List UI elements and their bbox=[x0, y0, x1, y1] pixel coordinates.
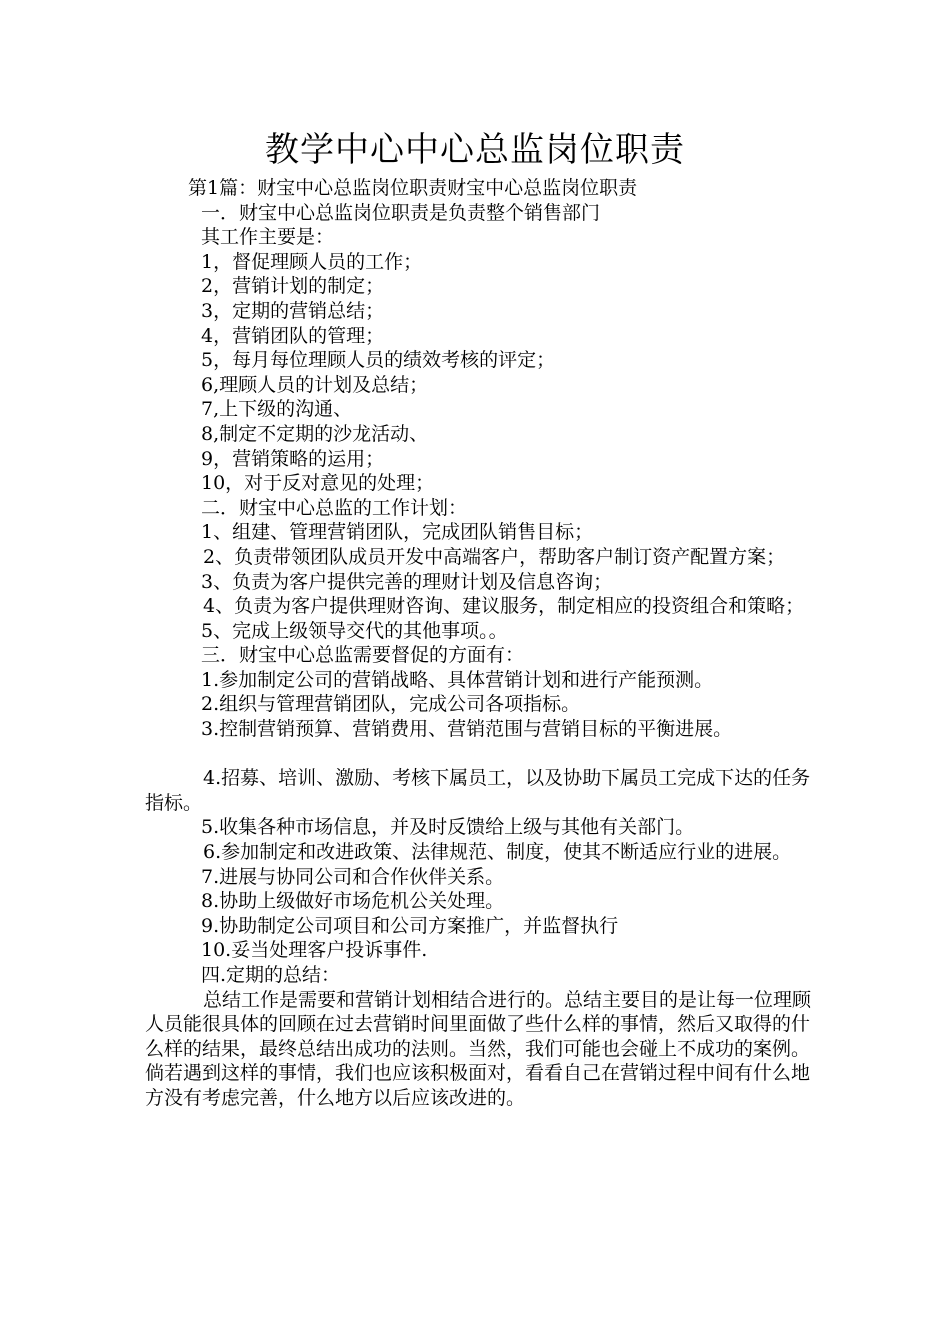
text-line: 三．财宝中心总监需要督促的方面有： bbox=[201, 644, 525, 667]
text-line: 5.收集各种市场信息，并及时反馈给上级与其他有关部门。 bbox=[201, 816, 695, 839]
text-line: 8.协助上级做好市场危机公关处理。 bbox=[201, 890, 505, 913]
text-line: 2，营销计划的制定； bbox=[201, 275, 385, 298]
text-line: 2.组织与管理营销团队，完成公司各项指标。 bbox=[201, 693, 581, 716]
text-line: 6,理顾人员的计划及总结； bbox=[201, 373, 429, 396]
text-paragraph: 2、负责带领团队成员开发中高端客户，帮助客户制订资产配置方案； bbox=[203, 545, 786, 568]
text-paragraph: 6.参加制定和改进政策、法律规范、制度，使其不断适应行业的进展。 bbox=[203, 841, 792, 864]
text-line: 10，对于反对意见的处理； bbox=[201, 472, 435, 495]
blank-line bbox=[145, 742, 825, 767]
document-title: 教学中心中心总监岗位职责 bbox=[265, 130, 685, 170]
text-line: 1，督促理顾人员的工作； bbox=[201, 250, 423, 273]
text-line: 其工作主要是： bbox=[201, 226, 335, 249]
text-line: 3.控制营销预算、营销费用、营销范围与营销目标的平衡进展。 bbox=[201, 718, 733, 741]
text-line: 二．财宝中心总监的工作计划： bbox=[201, 496, 468, 519]
text-line: 1、组建、管理营销团队，完成团队销售目标； bbox=[201, 521, 594, 544]
text-line: 1.参加制定公司的营销战略、具体营销计划和进行产能预测。 bbox=[201, 668, 714, 691]
text-line: 3，定期的营销总结； bbox=[201, 299, 385, 322]
text-line: 3、负责为客户提供完善的理财计划及信息咨询； bbox=[201, 570, 613, 593]
text-line: 第1篇：财宝中心总监岗位职责财宝中心总监岗位职责 bbox=[188, 177, 638, 199]
text-line: 5，每月每位理顾人员的绩效考核的评定； bbox=[201, 349, 556, 372]
text-line: 5、完成上级领导交代的其他事项。。 bbox=[201, 619, 508, 642]
text-paragraph: 4.招募、培训、激励、考核下属员工，以及协助下属员工完成下达的任务指标。 bbox=[145, 767, 811, 814]
text-line: 9，营销策略的运用； bbox=[201, 447, 385, 470]
text-line: 7.进展与协同公司和合作伙伴关系。 bbox=[201, 865, 505, 888]
text-line: 9.协助制定公司项目和公司方案推广，并监督执行 bbox=[201, 914, 619, 937]
document-body bbox=[145, 176, 825, 1111]
text-line: 四.定期的总结： bbox=[201, 964, 341, 986]
text-line: 4，营销团队的管理； bbox=[201, 324, 385, 347]
text-line: 一．财宝中心总监岗位职责是负责整个销售部门 bbox=[201, 201, 601, 224]
text-line: 7,上下级的沟通、 bbox=[201, 398, 353, 421]
text-line: 8,制定不定期的沙龙活动、 bbox=[201, 422, 429, 445]
text-line: 10.妥当处理客户投诉事件. bbox=[201, 939, 428, 962]
text-paragraph: 总结工作是需要和营销计划相结合进行的。总结主要目的是让每一位理顾人员能很具体的回顾在过去营销时间里面做了些什么样的事情，然后又取得的什么样的结果，最终总结出成功的法则。当然，我们可能也会碰上不成功的案例。倘若遇到这样的事情，我们也应该积极面对，看看自己在营销过程中间有什么地方没有考虑完善，什么地方以后应该改进的。 bbox=[145, 988, 812, 1109]
text-paragraph: 4、负责为客户提供理财咨询、建议服务，制定相应的投资组合和策略； bbox=[203, 595, 805, 618]
